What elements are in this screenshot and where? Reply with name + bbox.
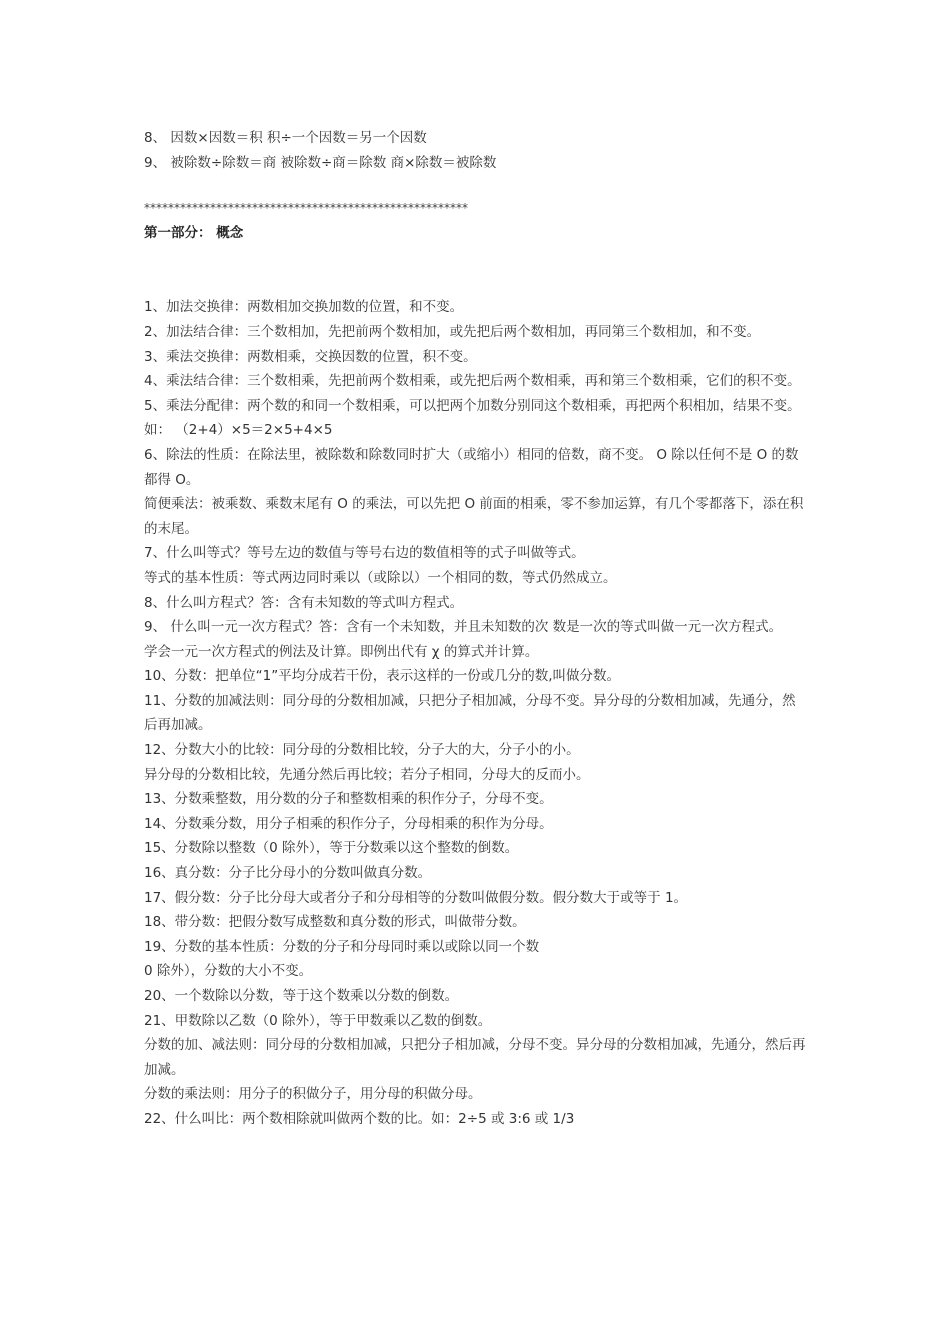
concept-line: 2、加法结合律：三个数相加，先把前两个数相加，或先把后两个数相加，再同第三个数相加，和不变。 (144, 323, 761, 340)
concept-line: 15、分数除以整数（0 除外），等于分数乘以这个整数的倒数。 (144, 840, 519, 857)
concept-line: 10、分数：把单位“1”平均分成若干份，表示这样的一份或几分的数,叫做分数。 (144, 668, 621, 685)
concept-line: 12、分数大小的比较：同分母的分数相比较，分子大的大，分子小的小。 (144, 742, 580, 759)
concept-line: 分数的加、减法则：同分母的分数相加减，只把分子相加减，分母不变。异分母的分数相加减，先通分，然后再加减。 (144, 1037, 806, 1078)
concept-line: 4、乘法结合律：三个数相乘，先把前两个数相乘，或先把后两个数相乘，再和第三个数相乘，它们的积不变。 (144, 373, 801, 390)
concept-line: 8、什么叫方程式？答：含有未知数的等式叫方程式。 (144, 594, 464, 611)
concept-line: 6、除法的性质：在除法里，被除数和除数同时扩大（或缩小）相同的倍数，商不变。 O 除以任何不是 O 的数都得 O。 (144, 446, 799, 488)
concept-line: 14、分数乘分数，用分子相乘的积作分子，分母相乘的积作为分母。 (144, 815, 553, 832)
concept-line: 异分母的分数相比较，先通分然后再比较；若分子相同，分母大的反而小。 (144, 766, 590, 783)
separator-line: ****************************************************** (144, 201, 468, 216)
concept-line: 9、 什么叫一元一次方程式？答：含有一个未知数，并且未知数的次 数是一次的等式叫做一元一次方程式。 (144, 619, 783, 636)
concept-line: 17、假分数：分子比分母大或者分子和分母相等的分数叫做假分数。假分数大于或等于 1。 (144, 889, 688, 906)
concept-line: 20、一个数除以分数，等于这个数乘以分数的倒数。 (144, 988, 459, 1004)
concept-line: 18、带分数：把假分数写成整数和真分数的形式，叫做带分数。 (144, 914, 526, 931)
concept-line: 学会一元一次方程式的例法及计算。即例出代有 χ 的算式并计算。 (144, 643, 539, 660)
example-line: 如： （2+4）×5＝2×5+4×5 (144, 422, 333, 439)
document-body (144, 126, 806, 1132)
concept-line: 13、分数乘整数，用分数的分子和整数相乘的积作分子，分母不变。 (144, 791, 553, 808)
concept-line: 0 除外），分数的大小不变。 (144, 963, 313, 980)
concept-line: 3、乘法交换律：两数相乘，交换因数的位置，积不变。 (144, 348, 477, 365)
concept-line: 7、什么叫等式？等号左边的数值与等号右边的数值相等的式子叫做等式。 (144, 545, 585, 562)
formula-line: 8、 因数×因数＝积 积÷一个因数＝另一个因数 (144, 130, 427, 146)
formula-line: 9、 被除数÷除数＝商 被除数÷商＝除数 商×除数＝被除数 (144, 154, 497, 171)
concept-line: 分数的乘法则：用分子的积做分子，用分母的积做分母。 (144, 1086, 482, 1103)
concept-line: 等式的基本性质：等式两边同时乘以（或除以）一个相同的数，等式仍然成立。 (144, 569, 617, 586)
concept-line: 22、什么叫比：两个数相除就叫做两个数的比。如：2÷5 或 3:6 或 1/3 (144, 1110, 575, 1127)
spacer (144, 175, 806, 196)
concept-line: 16、真分数：分子比分母小的分数叫做真分数。 (144, 865, 432, 882)
concept-line: 21、甲数除以乙数（0 除外），等于甲数乘以乙数的倒数。 (144, 1012, 492, 1029)
concept-line: 11、分数的加减法则：同分母的分数相加减，只把分子相加减，分母不变。异分母的分数相加减，先通分，然后再加减。 (144, 692, 796, 734)
spacer (144, 245, 806, 295)
concept-line: 简便乘法：被乘数、乘数末尾有 O 的乘法，可以先把 O 前面的相乘，零不参加运算，有几个零都落下，添在积的末尾。 (144, 496, 804, 537)
concept-line: 5、乘法分配律：两个数的和同一个数相乘，可以把两个加数分别同这个数相乘，再把两个积相加，结果不变。 (144, 397, 801, 414)
section-heading: 第一部分： 概念 (144, 224, 244, 241)
concept-line: 19、分数的基本性质：分数的分子和分母同时乘以或除以同一个数 (144, 938, 540, 955)
concept-line: 1、加法交换律：两数相加交换加数的位置，和不变。 (144, 299, 464, 316)
